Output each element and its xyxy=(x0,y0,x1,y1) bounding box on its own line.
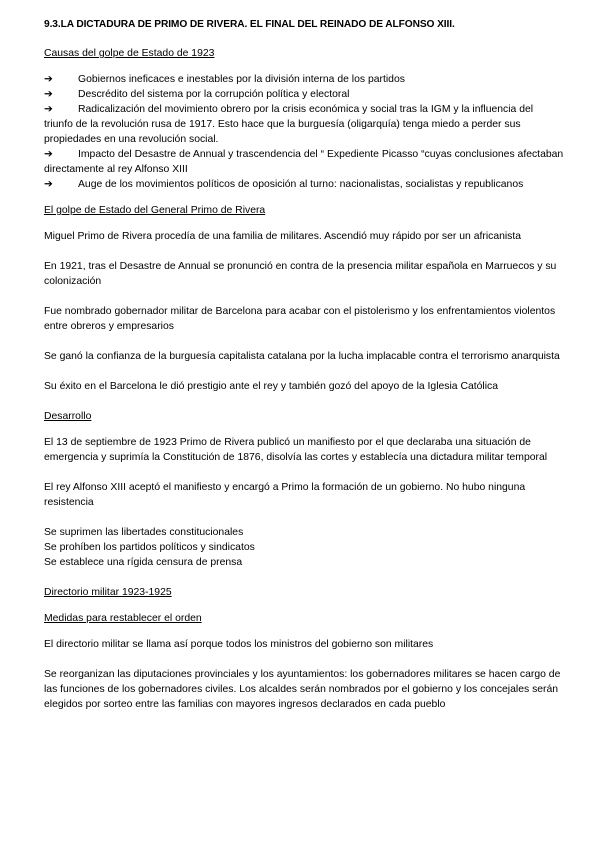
text-line: Se establece una rígida censura de prensa xyxy=(44,557,243,568)
arrow-icon: ➔ xyxy=(44,149,53,160)
paragraph: El 13 de septiembre de 1923 Primo de Rivera publicó un manifiesto por el que declaraba una situación de emergencia y suprimía la Constitución de 1876, disolvía las cortes y establecía una dictadura militar temporal xyxy=(44,437,548,463)
arrow-icon: ➔ xyxy=(44,179,53,190)
subheading-medidas: Medidas para restablecer el orden xyxy=(44,613,202,624)
paragraph: Se reorganizan las diputaciones provinciales y los ayuntamientos: los gobernadores militares se hacen cargo de las funciones de los gobernadores civiles. Los alcaldes serán nombrados por el gobierno y los concejales serán elegidos por sorteo entre las familias con mayores ingresos declarados en cada pueblo xyxy=(44,669,561,710)
section-heading-desarrollo: Desarrollo xyxy=(44,411,92,422)
text-line: Se prohíben los partidos políticos y sindicatos xyxy=(44,542,255,553)
list-item: ➔ Radicalización del movimiento obrero por la crisis económica y social tras la IGM y la influencia del triunfo de la revolución rusa de 1917. Esto hace que la burguesía (oligarquía) tenga miedo a perder sus propiedades en una revolución social. xyxy=(44,104,534,145)
page-title: 9.3.LA DICTADURA DE PRIMO DE RIVERA. EL FINAL DEL REINADO DE ALFONSO XIII. xyxy=(44,19,455,30)
section-heading-directorio: Directorio militar 1923-1925 xyxy=(44,587,172,598)
section-heading-causas: Causas del golpe de Estado de 1923 xyxy=(44,48,215,59)
text-line: Se suprimen las libertades constitucionales xyxy=(44,527,244,538)
paragraph: Miguel Primo de Rivera procedía de una familia de militares. Ascendió muy rápido por ser un africanista xyxy=(44,231,522,242)
list-item: ➔ Gobiernos ineficaces e inestables por la división interna de los partidos xyxy=(44,74,405,85)
paragraph: Se ganó la confianza de la burguesía capitalista catalana por la lucha implacable contra el terrorismo anarquista xyxy=(44,351,560,362)
paragraph: El directorio militar se llama así porque todos los ministros del gobierno son militares xyxy=(44,639,434,650)
causas-list xyxy=(44,72,564,192)
arrow-icon: ➔ xyxy=(44,104,53,115)
paragraph: El rey Alfonso XIII aceptó el manifiesto y encargó a Primo la formación de un gobierno. No hubo ninguna resistencia xyxy=(44,482,526,508)
list-item: ➔ Auge de los movimientos políticos de oposición al turno: nacionalistas, socialistas y republicanos xyxy=(44,179,524,190)
document-page xyxy=(44,17,564,727)
section-heading-golpe: El golpe de Estado del General Primo de Rivera xyxy=(44,205,266,216)
list-item: ➔ Descrédito del sistema por la corrupción política y electoral xyxy=(44,89,350,100)
arrow-icon: ➔ xyxy=(44,74,53,85)
paragraph: En 1921, tras el Desastre de Annual se pronunció en contra de la presencia militar española en Marruecos y su colonización xyxy=(44,261,557,287)
arrow-icon: ➔ xyxy=(44,89,53,100)
measures-lines xyxy=(44,525,564,570)
list-item: ➔ Impacto del Desastre de Annual y trascendencia del “ Expediente Picasso “cuyas conclusiones afectaban directamente al rey Alfonso XIII xyxy=(44,149,564,175)
paragraph: Fue nombrado gobernador militar de Barcelona para acabar con el pistolerismo y los enfrentamientos violentos entre obreros y empresarios xyxy=(44,306,556,332)
paragraph: Su éxito en el Barcelona le dió prestigio ante el rey y también gozó del apoyo de la Iglesia Católica xyxy=(44,381,499,392)
